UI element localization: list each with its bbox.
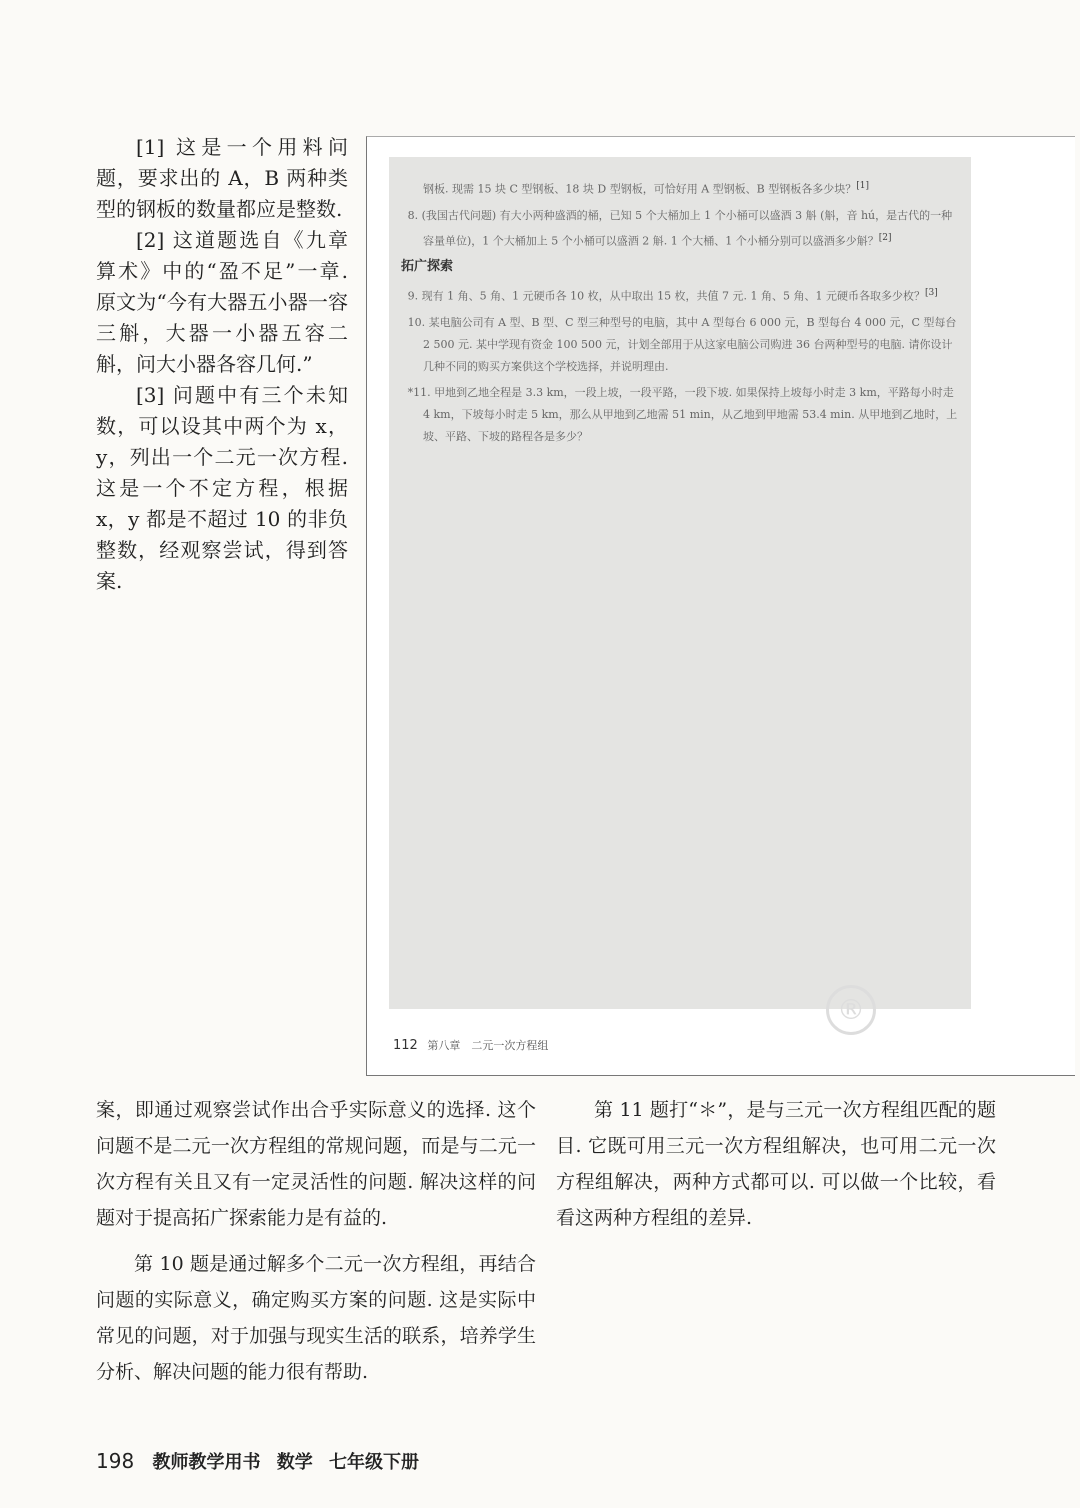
page-footer bbox=[96, 1448, 429, 1474]
page-number: 198 bbox=[96, 1449, 135, 1473]
body-column-left bbox=[96, 1092, 536, 1400]
note-mark-3: [3] bbox=[925, 288, 938, 299]
body-column-right bbox=[556, 1092, 996, 1246]
exercise-7-continued bbox=[401, 175, 959, 201]
side-notes bbox=[96, 132, 348, 597]
embedded-page-number: 112 bbox=[393, 1038, 418, 1053]
body-paragraph: 案，即通过观察尝试作出合乎实际意义的选择. 这个问题不是二元一次方程组的常规问题，而是与二元一次方程有关且又有一定灵活性的问题. 解决这样的问题对于提高拓广探索能力是有益的. bbox=[96, 1099, 536, 1229]
exercise-10: 10. 某电脑公司有 A 型、B 型、C 型三种型号的电脑，其中 A 型每台 6 000 元，B 型每台 4 000 元，C 型每台 2 500 元. 某中学现有资金 100 500 元，计划全部用于从这家电脑公司购进 36 台两种型号的电脑. 请你设计几种不同的购买方案供这个学校选择，并说明理由. bbox=[407, 315, 957, 373]
body-paragraph: 第 11 题打“＊”，是与三元一次方程组匹配的题目. 它既可用三元一次方程组解决，也可用二元一次方程组解决，两种方式都可以. 可以做一个比较，看看这两种方程组的差异. bbox=[556, 1099, 996, 1229]
embedded-page-content bbox=[389, 157, 971, 1009]
exercise-8 bbox=[401, 205, 959, 253]
subject: 数学 bbox=[276, 1452, 313, 1473]
exercise-11: *11. 甲地到乙地全程是 3.3 km，一段上坡，一段平路，一段下坡. 如果保持上坡每小时走 3 km，平路每小时走 4 km，下坡每小时走 5 km，那么从甲地到乙地需 51 min，从乙地到甲地需 53.4 min. 从甲地到乙地时，上坡、平路、下坡的路程各是多少？ bbox=[407, 385, 958, 443]
exercise-9 bbox=[401, 282, 959, 308]
section-title: 拓广探索 bbox=[401, 259, 454, 275]
registered-watermark-icon: ® bbox=[826, 985, 876, 1035]
grade: 七年级下册 bbox=[329, 1452, 420, 1473]
exercise-9-text: 9. 现有 1 角、5 角、1 元硬币各 10 枚，从中取出 15 枚，共值 7 元. 1 角、5 角、1 元硬币各取多少枚？ bbox=[407, 289, 926, 303]
note-mark-1: [1] bbox=[856, 181, 869, 191]
embedded-textbook-page bbox=[366, 136, 1075, 1076]
side-note-1: [1] 这是一个用料问题，要求出的 A，B 两种类型的钢板的数量都应是整数. bbox=[96, 135, 348, 221]
exercise-7-text: 钢板. 现需 15 块 C 型钢板、18 块 D 型钢板，可恰好用 A 型钢板、B 型钢板各多少块？ bbox=[423, 182, 857, 196]
body-paragraph: 第 10 题是通过解多个二元一次方程组，再结合问题的实际意义，确定购买方案的问题. 这是实际中常见的问题，对于加强与现实生活的联系，培养学生分析、解决问题的能力很有帮助. bbox=[96, 1253, 536, 1383]
note-mark-2: [2] bbox=[878, 232, 892, 243]
side-note-3: [3] 问题中有三个未知数，可以设其中两个为 x，y，列出一个二元一次方程. 这是一个不定方程，根据 x，y 都是不超过 10 的非负整数，经观察尝试，得到答案. bbox=[96, 383, 348, 593]
exercise-8-text: 8. (我国古代问题) 有大小两种盛酒的桶，已知 5 个大桶加上 1 个小桶可以盛酒 3 斛 (斛，音 hú，是古代的一种容量单位)，1 个大桶加上 5 个小桶可以盛酒 2 斛. 1 个大桶、1 个小桶分别可以盛酒多少斛？ bbox=[407, 208, 953, 248]
embedded-page-footer bbox=[393, 1037, 548, 1053]
side-note-2: [2] 这道题选自《九章算术》中的“盈不足”一章. 原文为“今有大器五小器一容三斛，大器一小器五容二斛，问大小器各容几何.” bbox=[96, 228, 348, 376]
book-title: 教师教学用书 bbox=[152, 1452, 261, 1473]
embedded-chapter-title: 第八章 二元一次方程组 bbox=[427, 1039, 549, 1052]
